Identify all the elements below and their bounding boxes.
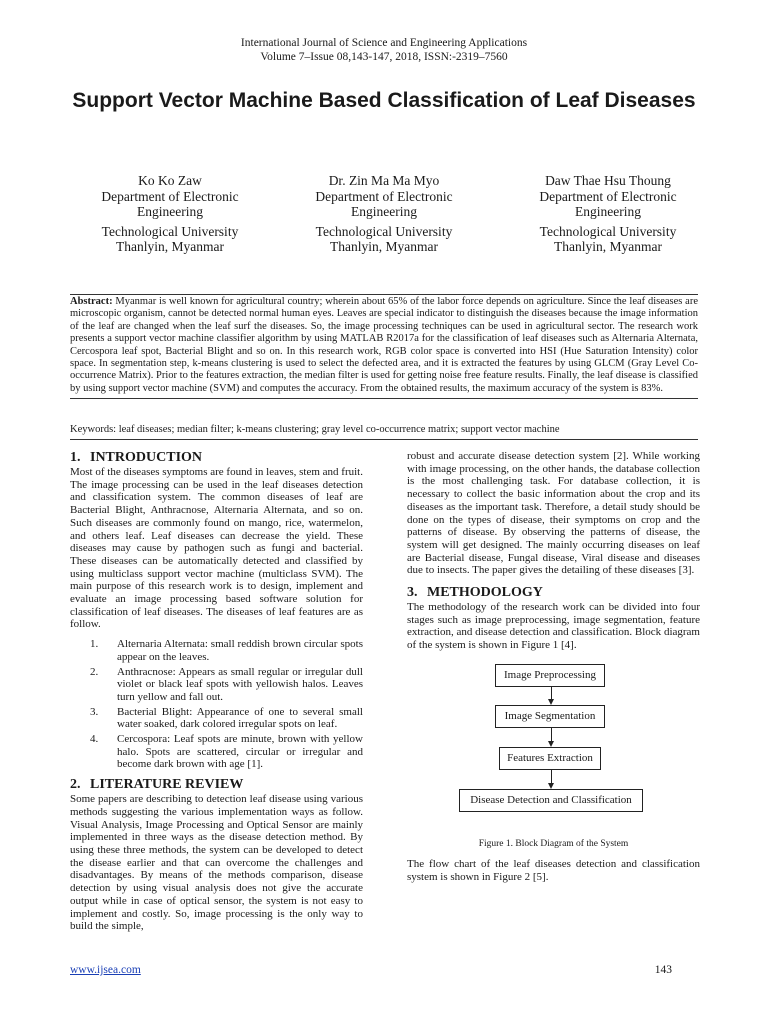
methodology-text: The methodology of the research work can be divided into four stages such as image preprocessing, image segmentation, feature extraction, and disease detection and classification. Block diagram of the system is shown in Figure 1 [4]. <box>407 601 700 652</box>
paper-title: Support Vector Machine Based Classification of Leaf Diseases <box>72 89 696 112</box>
author-dept: Department of Electronic Engineering <box>315 188 453 219</box>
journal-volume: Volume 7–Issue 08,143-147, 2018, ISSN:-2319–7560 <box>260 51 508 63</box>
diagram-box-preprocessing: Image Preprocessing <box>495 664 605 687</box>
journal-header <box>0 36 768 64</box>
author-name: Daw Thae Hsu Thoung <box>545 173 671 188</box>
block-diagram <box>407 664 700 854</box>
keywords: Keywords: leaf diseases; median filter; k-means clustering; gray level co-occurrence matrix; support vector machine <box>70 423 698 440</box>
list-item: 4. Cercospora: Leaf spots are minute, brown with yellow halo. Spots are scattered, circular or irregular and become dark brown with age [1]. <box>90 733 363 771</box>
introduction-text: Most of the diseases symptoms are found in leaves, stem and fruit. The image processing can be used in the leaf diseases detection and classification system. The common diseases of leaf are Bacterial Blight, Anthracnose, Alternaria Alternata, and so on. Such diseases are commonly found on mango, rice, watermelon, and others leaf. Leaf diseases can decrease the yield. These diseases may cause by pathogen such as fungi and bacterial. These diseases can be automatically detected and classified by using multiclass support vector machine (multiclass SVM). The main purpose of this research work is to design, implement and evaluate an image processing based software solution for classification of leaf diseases. The diseases of leaf features are as follow. <box>70 466 363 631</box>
author-3 <box>508 173 708 255</box>
section-heading-methodology: 3. METHODOLOGY <box>407 585 543 601</box>
abstract-label: Abstract: <box>70 296 113 307</box>
section-heading-introduction: 1. INTRODUCTION <box>70 450 203 465</box>
author-location: Thanlyin, Myanmar <box>330 239 438 254</box>
disease-list <box>70 638 363 771</box>
list-item: 2. Anthracnose: Appears as small regular or irregular dull violet or black leaf spots with yellowish halos. Leaves turn yellow and fall out. <box>90 665 363 703</box>
after-figure-text: The flow chart of the leaf diseases detection and classification system is shown in Figure 2 [5]. <box>407 857 700 883</box>
section-heading-literature-review: 2. LITERATURE REVIEW <box>70 777 244 793</box>
diagram-arrow <box>551 686 552 700</box>
author-2 <box>284 173 484 255</box>
author-name: Ko Ko Zaw <box>138 173 202 188</box>
author-dept: Department of Electronic Engineering <box>101 188 239 219</box>
author-location: Thanlyin, Myanmar <box>554 239 662 254</box>
diagram-arrow <box>551 727 552 742</box>
literature-review-text: Some papers are describing to detection leaf disease using various methods suggesting the various implementation ways as follow. Visual Analysis, Image Processing and Optical Sensor are mainly implemented in three ways as the disease detection method. By using these three methods, the system can be developed to detect the disease earlier and that can overcome the challenges and disadvantages. By means of the methods comparison, disease detection by using visual analysis does not give the accurate output while in case of optical sensor, the system is not easy to implement and costly. So, image processing is the only way to build the simple, <box>70 793 363 933</box>
literature-review-continued: robust and accurate disease detection system [2]. While working with image processing, on the other hands, the database collection is the most challenging task. For database collection, it is necessary to collect the basic information about the crop and its diseases as the important task. Therefore, a detail study should be done on the types of disease, their symptoms on crop and the patterns of disease. By observing the patterns of disease, the system will get designed. The mainly occurring diseases on leaf are Bacterial disease, Fungal disease, Viral disease and diseases due to insects. The paper gives the detailing of these diseases [3]. <box>407 450 700 577</box>
page-number: 143 <box>654 964 672 976</box>
abstract <box>70 294 698 399</box>
diagram-box-features: Features Extraction <box>499 747 601 770</box>
diagram-arrow <box>551 769 552 784</box>
author-location: Thanlyin, Myanmar <box>116 239 224 254</box>
author-name: Dr. Zin Ma Ma Myo <box>328 173 440 188</box>
diagram-box-segmentation: Image Segmentation <box>495 705 605 728</box>
footer-website-link[interactable]: www.ijsea.com <box>70 964 141 976</box>
author-1 <box>70 173 270 255</box>
author-univ: Technological University <box>539 223 677 239</box>
list-item: 3. Bacterial Blight: Appearance of one to several small water soaked, dark colored irregular spots on leaf. <box>90 705 363 731</box>
diagram-box-classification: Disease Detection and Classification <box>459 789 643 812</box>
author-univ: Technological University <box>315 223 453 239</box>
figure-caption: Figure 1. Block Diagram of the System <box>478 838 629 849</box>
abstract-text: Myanmar is well known for agricultural country; wherein about 65% of the labor force depends on agriculture. Since the leaf diseases are microscopic organism, cannot be detected normal human eyes. Leaves are special indicator to distinguish the diseases because the image information of the leaf are changed when the leaf surf the diseases. So, the image processing techniques can be used in agricultural sector. The research work presents a support vector machine classifier algorithm by using MATLAB R2017a for the classification of leaf diseases such as Alternaria Alternata, Cercospora leaf spot, Bacterial Blight and so on. In this research work, RGB color space is converted into HSI (Hue Saturation Intensity) color space. In segmentation step, k-means clustering is used to select the defected area, and it is extracted the features by using GLCM (Gray Level Co-occurrence Matrix). Prior to the features extraction, the median filter is used for getting noise free feature results. Finally, the leaf disease is classified by using support vector machine (SVM) and computes the accuracy. From the obtained results, the maximum accuracy of the system is 83%. <box>70 296 699 394</box>
author-dept: Department of Electronic Engineering <box>539 188 677 219</box>
list-item: 1. Alternaria Alternata: small reddish brown circular spots appear on the leaves. <box>90 638 363 663</box>
journal-name: International Journal of Science and Engineering Applications <box>240 37 528 49</box>
left-column <box>70 450 363 933</box>
author-univ: Technological University <box>101 223 239 239</box>
right-column <box>407 450 700 883</box>
